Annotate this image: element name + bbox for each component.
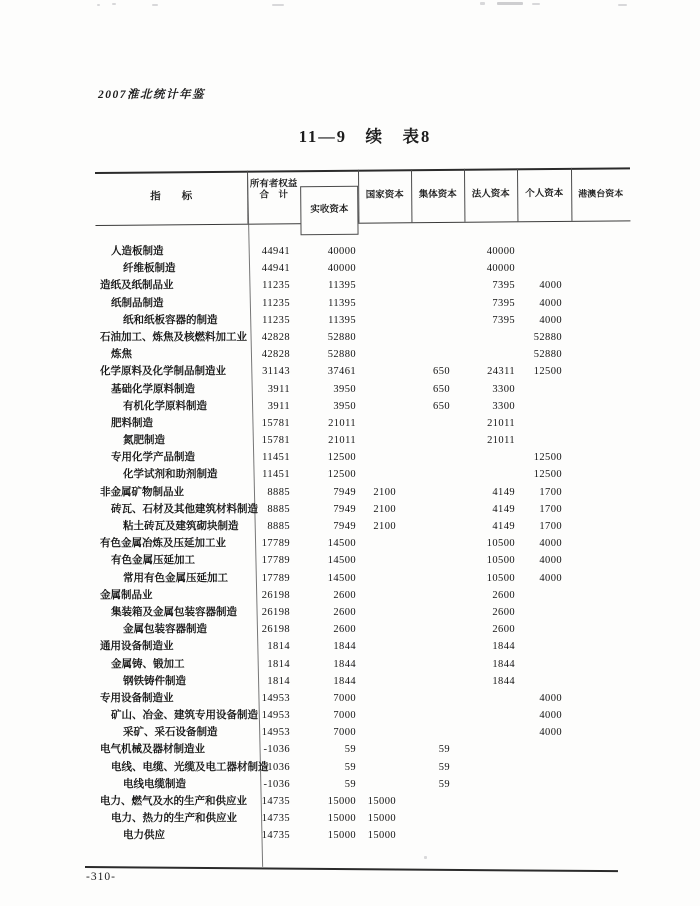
cell-personal-capital: 4000 bbox=[539, 297, 562, 309]
table-row bbox=[0, 466, 700, 483]
row-label: 人造板制造 bbox=[111, 246, 164, 257]
cell-legal-person-capital: 7395 bbox=[492, 280, 515, 292]
cell-owner-equity-total: 8885 bbox=[267, 521, 290, 532]
cell-paid-in-capital: 12500 bbox=[327, 452, 356, 464]
row-label: 砖瓦、石材及其他建筑材料制造 bbox=[111, 503, 258, 515]
cell-paid-in-capital: 40000 bbox=[327, 246, 356, 257]
cell-owner-equity-total: -1036 bbox=[263, 761, 290, 773]
cell-paid-in-capital: 2600 bbox=[333, 606, 356, 618]
cell-paid-in-capital: 14500 bbox=[327, 572, 356, 584]
cell-paid-in-capital: 2600 bbox=[333, 624, 356, 636]
table-row bbox=[0, 518, 700, 535]
cell-collective-capital: 650 bbox=[433, 366, 450, 378]
cell-legal-person-capital: 3300 bbox=[492, 383, 515, 395]
cell-paid-in-capital: 15000 bbox=[327, 813, 356, 825]
cell-owner-equity-total: 11451 bbox=[262, 452, 290, 464]
cell-paid-in-capital: 15000 bbox=[327, 830, 356, 842]
cell-owner-equity-total: 42828 bbox=[261, 349, 290, 361]
cell-legal-person-capital: 4149 bbox=[492, 521, 515, 532]
cell-legal-person-capital: 1844 bbox=[492, 675, 515, 687]
cell-paid-in-capital: 3950 bbox=[333, 383, 356, 395]
cell-personal-capital: 4000 bbox=[539, 572, 562, 584]
cell-state-capital: 2100 bbox=[373, 521, 396, 532]
row-label: 纸制品制造 bbox=[111, 297, 164, 309]
table-row bbox=[0, 329, 700, 346]
table-row bbox=[0, 587, 700, 604]
cell-paid-in-capital: 11395 bbox=[328, 280, 356, 292]
cell-owner-equity-total: 3911 bbox=[267, 400, 290, 412]
cell-paid-in-capital: 59 bbox=[344, 744, 356, 756]
cell-paid-in-capital: 1844 bbox=[333, 641, 356, 653]
cell-personal-capital: 4000 bbox=[539, 692, 562, 704]
row-label: 集装箱及金属包装容器制造 bbox=[111, 606, 237, 618]
cell-personal-capital: 52880 bbox=[533, 349, 562, 361]
cell-owner-equity-total: 17789 bbox=[261, 572, 290, 584]
cell-state-capital: 15000 bbox=[367, 796, 396, 807]
cell-legal-person-capital: 3300 bbox=[492, 400, 515, 412]
cell-state-capital: 2100 bbox=[373, 503, 396, 515]
cell-paid-in-capital: 14500 bbox=[327, 555, 356, 567]
row-label: 采矿、采石设备制造 bbox=[123, 727, 218, 739]
cell-owner-equity-total: 15781 bbox=[261, 417, 290, 429]
table-row bbox=[0, 673, 700, 690]
owner-equity-line1: 所有者权益 bbox=[249, 179, 298, 190]
table-row bbox=[0, 638, 700, 655]
row-label: 通用设备制造业 bbox=[100, 641, 174, 653]
cell-personal-capital: 4000 bbox=[539, 538, 562, 550]
header-cell-owner-equity bbox=[247, 179, 300, 201]
row-label: 化学试剂和助剂制造 bbox=[123, 469, 218, 481]
row-label: 有色金属压延加工 bbox=[111, 555, 195, 567]
cell-owner-equity-total: 14953 bbox=[261, 727, 290, 739]
row-label: 电气机械及器材制造业 bbox=[100, 744, 205, 756]
table-row bbox=[0, 432, 700, 449]
table-row bbox=[0, 381, 700, 398]
row-label: 金属制品业 bbox=[100, 589, 153, 601]
cell-paid-in-capital: 11395 bbox=[328, 297, 356, 309]
cell-paid-in-capital: 40000 bbox=[327, 263, 356, 275]
cell-state-capital: 15000 bbox=[367, 813, 396, 825]
row-label: 石油加工、炼焦及核燃料加工业 bbox=[100, 331, 247, 343]
row-label: 有机化学原料制造 bbox=[123, 400, 207, 412]
cell-owner-equity-total: 17789 bbox=[261, 555, 290, 567]
table-row bbox=[0, 707, 700, 724]
cell-paid-in-capital: 15000 bbox=[327, 796, 356, 807]
cell-owner-equity-total: 3911 bbox=[267, 383, 290, 395]
owner-equity-line2: 合 计 bbox=[259, 190, 289, 201]
cell-paid-in-capital: 7000 bbox=[333, 727, 356, 739]
cell-paid-in-capital: 7949 bbox=[333, 521, 356, 532]
table-row bbox=[0, 827, 700, 844]
cell-collective-capital: 59 bbox=[438, 761, 450, 773]
cell-legal-person-capital: 24311 bbox=[487, 366, 515, 378]
header-cell-state-capital: 国家资本 bbox=[365, 190, 404, 201]
cell-paid-in-capital: 7949 bbox=[333, 486, 356, 498]
cell-paid-in-capital: 59 bbox=[344, 761, 356, 773]
cell-paid-in-capital: 12500 bbox=[327, 469, 356, 481]
cell-legal-person-capital: 40000 bbox=[486, 246, 515, 257]
cell-owner-equity-total: 1814 bbox=[267, 641, 290, 653]
table-row bbox=[0, 277, 700, 294]
table-row bbox=[0, 759, 700, 776]
cell-owner-equity-total: 31143 bbox=[262, 366, 290, 378]
cell-legal-person-capital: 7395 bbox=[492, 314, 515, 326]
cell-owner-equity-total: 1814 bbox=[267, 675, 290, 687]
row-label: 基础化学原料制造 bbox=[111, 383, 195, 395]
row-label: 金属铸、锻加工 bbox=[111, 658, 185, 670]
cell-legal-person-capital: 10500 bbox=[486, 538, 515, 550]
cell-owner-equity-total: 26198 bbox=[261, 606, 290, 618]
cell-personal-capital: 1700 bbox=[539, 486, 562, 498]
cell-paid-in-capital: 1844 bbox=[333, 675, 356, 687]
cell-collective-capital: 59 bbox=[438, 778, 450, 790]
row-label: 造纸及纸制品业 bbox=[100, 280, 174, 292]
table-header-rule bbox=[95, 220, 630, 226]
table-row bbox=[0, 295, 700, 312]
row-label: 电力供应 bbox=[123, 830, 165, 842]
table-row bbox=[0, 656, 700, 673]
cell-owner-equity-total: 26198 bbox=[261, 624, 290, 636]
table-row bbox=[0, 621, 700, 638]
table-row bbox=[0, 604, 700, 621]
cell-owner-equity-total: 11235 bbox=[262, 314, 290, 326]
table-row bbox=[0, 690, 700, 707]
cell-legal-person-capital: 1844 bbox=[492, 641, 515, 653]
cell-owner-equity-total: 8885 bbox=[267, 503, 290, 515]
cell-owner-equity-total: 11235 bbox=[262, 297, 290, 309]
cell-paid-in-capital: 37461 bbox=[327, 366, 356, 378]
scan-speck bbox=[424, 856, 427, 859]
table-row bbox=[0, 552, 700, 569]
cell-personal-capital: 12500 bbox=[533, 366, 562, 378]
row-label: 纸和纸板容器的制造 bbox=[123, 314, 218, 326]
table-body bbox=[0, 243, 700, 845]
cell-paid-in-capital: 21011 bbox=[328, 417, 356, 429]
table-row bbox=[0, 776, 700, 793]
cell-paid-in-capital: 14500 bbox=[327, 538, 356, 550]
header-cell-hmt-capital: 港澳台资本 bbox=[578, 188, 624, 199]
cell-legal-person-capital: 10500 bbox=[486, 572, 515, 584]
table-row bbox=[0, 793, 700, 810]
row-label: 纤维板制造 bbox=[123, 263, 176, 275]
cell-legal-person-capital: 40000 bbox=[486, 263, 515, 275]
cell-owner-equity-total: 8885 bbox=[267, 486, 290, 498]
cell-owner-equity-total: 26198 bbox=[261, 589, 290, 601]
cell-paid-in-capital: 7000 bbox=[333, 710, 356, 722]
cell-owner-equity-total: 14953 bbox=[261, 692, 290, 704]
cell-owner-equity-total: 44941 bbox=[261, 246, 290, 257]
table-row bbox=[0, 312, 700, 329]
cell-owner-equity-total: 11235 bbox=[262, 280, 290, 292]
cell-collective-capital: 59 bbox=[438, 744, 450, 756]
cell-personal-capital: 4000 bbox=[539, 314, 562, 326]
cell-personal-capital: 52880 bbox=[533, 331, 562, 343]
cell-collective-capital: 650 bbox=[433, 400, 450, 412]
header-cell-collective-capital: 集体资本 bbox=[418, 189, 457, 201]
cell-paid-in-capital: 1844 bbox=[333, 658, 356, 670]
cell-owner-equity-total: -1036 bbox=[263, 778, 290, 790]
yearbook-header: 2007淮北统计年鉴 bbox=[98, 89, 205, 101]
cell-owner-equity-total: 14735 bbox=[261, 813, 290, 825]
cell-owner-equity-total: 42828 bbox=[261, 331, 290, 343]
cell-legal-person-capital: 10500 bbox=[486, 555, 515, 567]
cell-owner-equity-total: 14735 bbox=[261, 830, 290, 842]
row-label: 矿山、冶金、建筑专用设备制造 bbox=[111, 710, 258, 722]
cell-legal-person-capital: 21011 bbox=[487, 435, 515, 447]
cell-paid-in-capital: 52880 bbox=[327, 331, 356, 343]
row-label: 电力、燃气及水的生产和供应业 bbox=[100, 796, 247, 807]
table-row bbox=[0, 570, 700, 587]
header-cell-legal-person-capital: 法人资本 bbox=[471, 189, 510, 200]
header-cell-paid-in-capital: 实收资本 bbox=[310, 204, 349, 216]
cell-personal-capital: 4000 bbox=[539, 280, 562, 292]
row-label: 有色金属冶炼及压延加工业 bbox=[100, 538, 226, 550]
cell-owner-equity-total: 44941 bbox=[261, 263, 290, 275]
table-row bbox=[0, 484, 700, 501]
table-row bbox=[0, 260, 700, 277]
cell-owner-equity-total: -1036 bbox=[263, 744, 290, 756]
cell-paid-in-capital: 21011 bbox=[328, 435, 356, 447]
cell-legal-person-capital: 4149 bbox=[492, 486, 515, 498]
cell-owner-equity-total: 14953 bbox=[261, 710, 290, 722]
cell-owner-equity-total: 1814 bbox=[267, 658, 290, 670]
cell-legal-person-capital: 1844 bbox=[492, 658, 515, 670]
cell-personal-capital: 1700 bbox=[539, 521, 562, 532]
header-cell-indicator: 指 标 bbox=[150, 191, 193, 203]
row-label: 电线、电缆、光缆及电工器材制造 bbox=[111, 761, 269, 773]
table-row bbox=[0, 415, 700, 432]
row-label: 炼焦 bbox=[111, 349, 132, 361]
row-label: 非金属矿物制品业 bbox=[100, 486, 184, 498]
row-label: 电力、热力的生产和供应业 bbox=[111, 813, 237, 825]
cell-owner-equity-total: 15781 bbox=[261, 435, 290, 447]
row-label: 常用有色金属压延加工 bbox=[123, 572, 228, 584]
row-label: 专用设备制造业 bbox=[100, 692, 174, 704]
row-label: 金属包装容器制造 bbox=[123, 624, 207, 636]
cell-legal-person-capital: 2600 bbox=[492, 589, 515, 601]
row-label: 专用化学产品制造 bbox=[111, 452, 195, 464]
cell-collective-capital: 650 bbox=[433, 383, 450, 395]
table-bottom-rule bbox=[85, 866, 618, 872]
cell-owner-equity-total: 11451 bbox=[262, 469, 290, 481]
row-label: 粘土砖瓦及建筑砌块制造 bbox=[123, 521, 239, 532]
row-label: 氮肥制造 bbox=[123, 435, 165, 447]
row-label: 肥料制造 bbox=[111, 417, 153, 429]
page-title: 11—9 续 表8 bbox=[298, 127, 432, 146]
cell-personal-capital: 4000 bbox=[539, 727, 562, 739]
table-row bbox=[0, 741, 700, 758]
cell-legal-person-capital: 4149 bbox=[492, 503, 515, 515]
cell-paid-in-capital: 3950 bbox=[333, 400, 356, 412]
cell-personal-capital: 1700 bbox=[539, 503, 562, 515]
cell-personal-capital: 4000 bbox=[539, 555, 562, 567]
table-row bbox=[0, 535, 700, 552]
table-top-rule bbox=[95, 167, 630, 174]
cell-paid-in-capital: 7949 bbox=[333, 503, 356, 515]
cell-legal-person-capital: 21011 bbox=[487, 417, 515, 429]
table-row bbox=[0, 243, 700, 260]
cell-personal-capital: 12500 bbox=[533, 452, 562, 464]
table-row bbox=[0, 724, 700, 741]
cell-paid-in-capital: 59 bbox=[344, 778, 356, 790]
table-row bbox=[0, 449, 700, 466]
table-row bbox=[0, 810, 700, 827]
cell-paid-in-capital: 11395 bbox=[328, 314, 356, 326]
cell-personal-capital: 12500 bbox=[533, 469, 562, 481]
cell-state-capital: 15000 bbox=[367, 830, 396, 842]
page-number: -310- bbox=[86, 871, 116, 883]
cell-paid-in-capital: 2600 bbox=[333, 589, 356, 601]
cell-paid-in-capital: 7000 bbox=[333, 692, 356, 704]
row-label: 钢铁铸件制造 bbox=[123, 675, 186, 687]
table-row bbox=[0, 363, 700, 380]
header-cell-personal-capital: 个人资本 bbox=[525, 188, 564, 200]
table-row bbox=[0, 346, 700, 363]
cell-owner-equity-total: 14735 bbox=[261, 796, 290, 807]
cell-legal-person-capital: 2600 bbox=[492, 624, 515, 636]
row-label: 化学原料及化学制品制造业 bbox=[100, 366, 226, 378]
table-row bbox=[0, 398, 700, 415]
cell-personal-capital: 4000 bbox=[539, 710, 562, 722]
table-row bbox=[0, 501, 700, 518]
cell-state-capital: 2100 bbox=[373, 486, 396, 498]
row-label: 电线电缆制造 bbox=[123, 778, 186, 790]
table-header bbox=[0, 0, 700, 261]
cell-owner-equity-total: 17789 bbox=[261, 538, 290, 550]
cell-legal-person-capital: 7395 bbox=[492, 297, 515, 309]
cell-paid-in-capital: 52880 bbox=[327, 349, 356, 361]
cell-legal-person-capital: 2600 bbox=[492, 606, 515, 618]
